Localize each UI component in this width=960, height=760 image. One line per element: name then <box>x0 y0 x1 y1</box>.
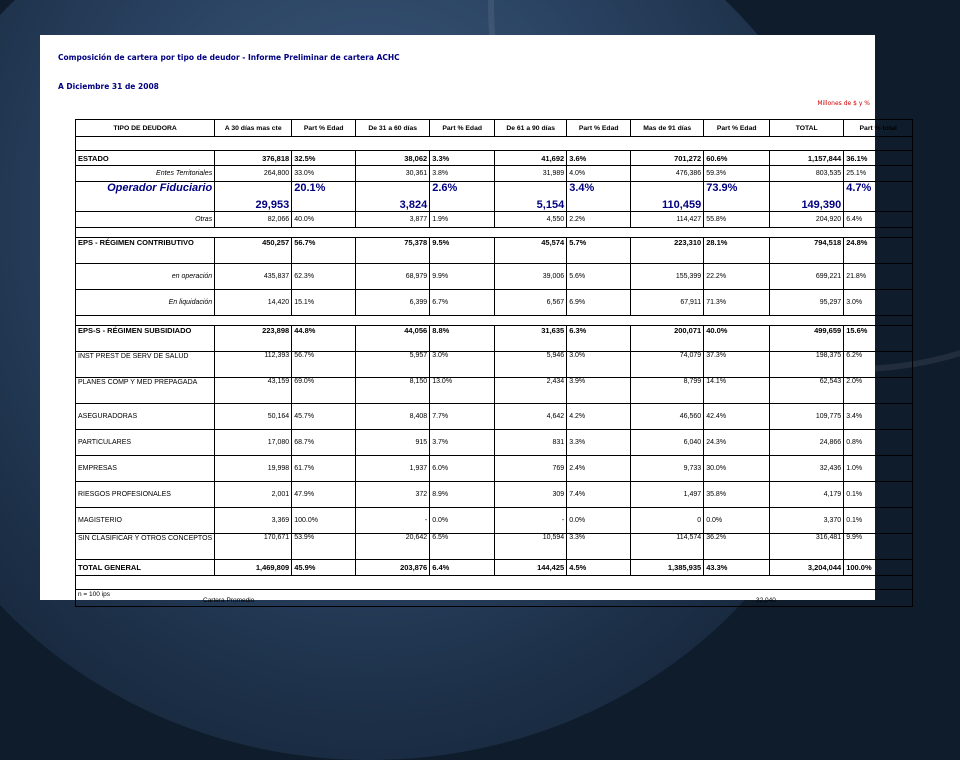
cell: 62,543 <box>770 378 844 404</box>
report-date: A Diciembre 31 de 2008 <box>58 82 159 91</box>
cell: 3,877 <box>356 212 430 228</box>
cell: 44,056 <box>356 326 430 352</box>
cell: 0.0% <box>567 508 631 534</box>
cell: 47.9% <box>292 482 356 508</box>
cell: 44.8% <box>292 326 356 352</box>
cell: 6.0% <box>430 456 495 482</box>
row-label: TOTAL GENERAL <box>76 560 215 576</box>
cell: 701,272 <box>631 151 704 166</box>
table-row <box>76 352 913 378</box>
cell: 59.3% <box>704 166 770 182</box>
col-header: Part % Edad <box>704 120 770 137</box>
cell: 33.0% <box>292 166 356 182</box>
row-label: RIESGOS PROFESIONALES <box>76 482 215 508</box>
cell: 20.1% <box>292 182 356 212</box>
cell: 200,071 <box>631 326 704 352</box>
table-row <box>76 430 913 456</box>
cell: 4,642 <box>495 404 567 430</box>
cell: 144,425 <box>495 560 567 576</box>
cell: 45.7% <box>292 404 356 430</box>
cell: 6.3% <box>567 326 631 352</box>
table-row <box>76 238 913 264</box>
cell: 100.0% <box>292 508 356 534</box>
col-header: TOTAL <box>770 120 844 137</box>
cell: 36.1% <box>844 151 913 166</box>
cell: 19,998 <box>215 456 292 482</box>
cell: 50,164 <box>215 404 292 430</box>
table-row <box>76 404 913 430</box>
cell: 0.8% <box>844 430 913 456</box>
cell: 3.4% <box>567 182 631 212</box>
row-label: MAGISTERIO <box>76 508 215 534</box>
cell: 316,481 <box>770 534 844 560</box>
spacer-row <box>76 576 913 590</box>
cell: 40.0% <box>292 212 356 228</box>
col-header: De 61 a 90 días <box>495 120 567 137</box>
cell: 3,370 <box>770 508 844 534</box>
cell: 915 <box>356 430 430 456</box>
cell: 794,518 <box>770 238 844 264</box>
cell: 20,642 <box>356 534 430 560</box>
footer-row <box>76 590 913 607</box>
cell: 499,659 <box>770 326 844 352</box>
table-row <box>76 290 913 316</box>
row-label: en operación <box>76 264 215 290</box>
cell: 13.0% <box>430 378 495 404</box>
cell: 14,420 <box>215 290 292 316</box>
header-row <box>76 120 913 137</box>
cell: 95,297 <box>770 290 844 316</box>
table-row <box>76 166 913 182</box>
cell: 6.2% <box>844 352 913 378</box>
cell: 36.2% <box>704 534 770 560</box>
cell: 3.0% <box>567 352 631 378</box>
cell: 17,080 <box>215 430 292 456</box>
cell: 264,800 <box>215 166 292 182</box>
cell: 3,824 <box>356 182 430 212</box>
cell: 114,427 <box>631 212 704 228</box>
cell: 3.3% <box>567 534 631 560</box>
cell: 6.4% <box>844 212 913 228</box>
cell: - <box>495 508 567 534</box>
cell: 699,221 <box>770 264 844 290</box>
cell: 109,775 <box>770 404 844 430</box>
cell: 2.2% <box>567 212 631 228</box>
cell: 32,436 <box>770 456 844 482</box>
row-label: INST PREST DE SERV DE SALUD <box>76 352 215 378</box>
row-label: SIN CLASIFICAR Y OTROS CONCEPTOS <box>76 534 215 560</box>
col-header: Part % Edad <box>430 120 495 137</box>
cell: 372 <box>356 482 430 508</box>
cell: 9,733 <box>631 456 704 482</box>
spacer-row <box>76 228 913 238</box>
sample-size: n = 100 ips <box>78 591 110 598</box>
cell: 45,574 <box>495 238 567 264</box>
cell: - <box>356 508 430 534</box>
cell: 3.8% <box>430 166 495 182</box>
cell: 29,953 <box>215 182 292 212</box>
spacer-row <box>76 137 913 151</box>
cell: 82,066 <box>215 212 292 228</box>
total-row <box>76 560 913 576</box>
cell: 10,594 <box>495 534 567 560</box>
cell: 1,469,809 <box>215 560 292 576</box>
col-header: A 30 días mas cte <box>215 120 292 137</box>
cell: 450,257 <box>215 238 292 264</box>
average-value: 32,040 <box>756 597 776 604</box>
spacer-row <box>76 316 913 326</box>
cell: 170,671 <box>215 534 292 560</box>
cell: 435,837 <box>215 264 292 290</box>
cell: 2,001 <box>215 482 292 508</box>
cell: 24,866 <box>770 430 844 456</box>
cell: 4.2% <box>567 404 631 430</box>
cell: 204,920 <box>770 212 844 228</box>
row-label: Otras <box>76 212 215 228</box>
cell: 9.9% <box>430 264 495 290</box>
cell: 61.7% <box>292 456 356 482</box>
cell: 31,989 <box>495 166 567 182</box>
cell: 203,876 <box>356 560 430 576</box>
footer-cell <box>76 590 913 607</box>
row-label: ESTADO <box>76 151 215 166</box>
cell: 2.4% <box>567 456 631 482</box>
cell: 2,434 <box>495 378 567 404</box>
cell: 1,157,844 <box>770 151 844 166</box>
cell: 31,635 <box>495 326 567 352</box>
cell: 831 <box>495 430 567 456</box>
cell: 9.9% <box>844 534 913 560</box>
cell: 2.6% <box>430 182 495 212</box>
table-row <box>76 264 913 290</box>
col-header: De 31 a 60 días <box>356 120 430 137</box>
cell: 110,459 <box>631 182 704 212</box>
cell: 32.5% <box>292 151 356 166</box>
cell: 3,204,044 <box>770 560 844 576</box>
cell: 3.0% <box>844 290 913 316</box>
cell: 68,979 <box>356 264 430 290</box>
table-row <box>76 378 913 404</box>
table-row <box>76 508 913 534</box>
cell: 2.0% <box>844 378 913 404</box>
cell: 4.0% <box>567 166 631 182</box>
table-row <box>76 456 913 482</box>
cell: 5,154 <box>495 182 567 212</box>
col-header: Part % total <box>844 120 913 137</box>
cell: 8,150 <box>356 378 430 404</box>
cell: 112,393 <box>215 352 292 378</box>
cell: 1,937 <box>356 456 430 482</box>
cell: 39,006 <box>495 264 567 290</box>
cell: 15.6% <box>844 326 913 352</box>
cell: 5.6% <box>567 264 631 290</box>
cell: 198,375 <box>770 352 844 378</box>
cell: 6,040 <box>631 430 704 456</box>
col-header: Part % Edad <box>567 120 631 137</box>
table-row <box>76 326 913 352</box>
cell: 155,399 <box>631 264 704 290</box>
cell: 37.3% <box>704 352 770 378</box>
cell: 7.7% <box>430 404 495 430</box>
cell: 41,692 <box>495 151 567 166</box>
cell: 6.4% <box>430 560 495 576</box>
cell: 3.4% <box>844 404 913 430</box>
row-label: EMPRESAS <box>76 456 215 482</box>
cell: 3.7% <box>430 430 495 456</box>
cell: 60.6% <box>704 151 770 166</box>
cell: 67,911 <box>631 290 704 316</box>
cell: 14.1% <box>704 378 770 404</box>
cell: 38,062 <box>356 151 430 166</box>
cell: 3.3% <box>430 151 495 166</box>
cell: 45.9% <box>292 560 356 576</box>
cell: 149,390 <box>770 182 844 212</box>
cell: 0.0% <box>430 508 495 534</box>
cell: 769 <box>495 456 567 482</box>
cell: 8,799 <box>631 378 704 404</box>
portfolio-table <box>75 119 913 607</box>
cell: 3.0% <box>430 352 495 378</box>
cell: 56.7% <box>292 238 356 264</box>
table-row <box>76 482 913 508</box>
cell: 75,378 <box>356 238 430 264</box>
cell: 5,946 <box>495 352 567 378</box>
row-label: Operador Fiduciario <box>76 182 215 212</box>
cell: 1,497 <box>631 482 704 508</box>
row-label: EPS-S - RÉGIMEN SUBSIDIADO <box>76 326 215 352</box>
table-row <box>76 212 913 228</box>
cell: 1.9% <box>430 212 495 228</box>
cell: 5.7% <box>567 238 631 264</box>
cell: 223,898 <box>215 326 292 352</box>
cell: 24.8% <box>844 238 913 264</box>
cell: 40.0% <box>704 326 770 352</box>
cell: 3.3% <box>567 430 631 456</box>
cell: 21.8% <box>844 264 913 290</box>
cell: 100.0% <box>844 560 913 576</box>
cell: 53.9% <box>292 534 356 560</box>
cell: 8.8% <box>430 326 495 352</box>
cell: 25.1% <box>844 166 913 182</box>
cell: 30.0% <box>704 456 770 482</box>
cell: 114,574 <box>631 534 704 560</box>
cell: 7.4% <box>567 482 631 508</box>
report-title: Composición de cartera por tipo de deudor - Informe Preliminar de cartera ACHC <box>58 53 400 62</box>
cell: 43,159 <box>215 378 292 404</box>
cell: 1.0% <box>844 456 913 482</box>
cell: 22.2% <box>704 264 770 290</box>
row-label: EPS - RÉGIMEN CONTRIBUTIVO <box>76 238 215 264</box>
cell: 56.7% <box>292 352 356 378</box>
cell: 803,535 <box>770 166 844 182</box>
cell: 4.5% <box>567 560 631 576</box>
cell: 6,399 <box>356 290 430 316</box>
cell: 6.9% <box>567 290 631 316</box>
cell: 55.8% <box>704 212 770 228</box>
cell: 309 <box>495 482 567 508</box>
cell: 24.3% <box>704 430 770 456</box>
cell: 3.9% <box>567 378 631 404</box>
row-label: PLANES COMP Y MED PREPAGADA <box>76 378 215 404</box>
cell: 3,369 <box>215 508 292 534</box>
cell: 0.0% <box>704 508 770 534</box>
cell: 46,560 <box>631 404 704 430</box>
cell: 376,818 <box>215 151 292 166</box>
cell: 71.3% <box>704 290 770 316</box>
table-row <box>76 151 913 166</box>
cell: 6.5% <box>430 534 495 560</box>
table-row <box>76 182 913 212</box>
cell: 73.9% <box>704 182 770 212</box>
cell: 1,385,935 <box>631 560 704 576</box>
cell: 223,310 <box>631 238 704 264</box>
table-row <box>76 534 913 560</box>
col-header: Mas de 91 días <box>631 120 704 137</box>
cell: 15.1% <box>292 290 356 316</box>
cell: 476,386 <box>631 166 704 182</box>
cell: 4.7% <box>844 182 913 212</box>
cell: 30,361 <box>356 166 430 182</box>
cell: 69.0% <box>292 378 356 404</box>
cell: 0.1% <box>844 508 913 534</box>
cell: 43.3% <box>704 560 770 576</box>
cell: 68.7% <box>292 430 356 456</box>
cell: 0 <box>631 508 704 534</box>
cell: 8,408 <box>356 404 430 430</box>
cell: 5,957 <box>356 352 430 378</box>
row-label: En liquidación <box>76 290 215 316</box>
units-note: Millones de $ y % <box>817 100 870 107</box>
cell: 6,567 <box>495 290 567 316</box>
average-label: Cartera Promedio <box>203 597 255 604</box>
cell: 35.8% <box>704 482 770 508</box>
row-label: Entes Territoriales <box>76 166 215 182</box>
cell: 8.9% <box>430 482 495 508</box>
cell: 4,550 <box>495 212 567 228</box>
cell: 4,179 <box>770 482 844 508</box>
cell: 62.3% <box>292 264 356 290</box>
row-label: ASEGURADORAS <box>76 404 215 430</box>
col-header: TIPO DE DEUDORA <box>76 120 215 137</box>
row-label: PARTICULARES <box>76 430 215 456</box>
cell: 74,079 <box>631 352 704 378</box>
cell: 3.6% <box>567 151 631 166</box>
col-header: Part % Edad <box>292 120 356 137</box>
cell: 28.1% <box>704 238 770 264</box>
cell: 6.7% <box>430 290 495 316</box>
cell: 9.5% <box>430 238 495 264</box>
cell: 0.1% <box>844 482 913 508</box>
cell: 42.4% <box>704 404 770 430</box>
